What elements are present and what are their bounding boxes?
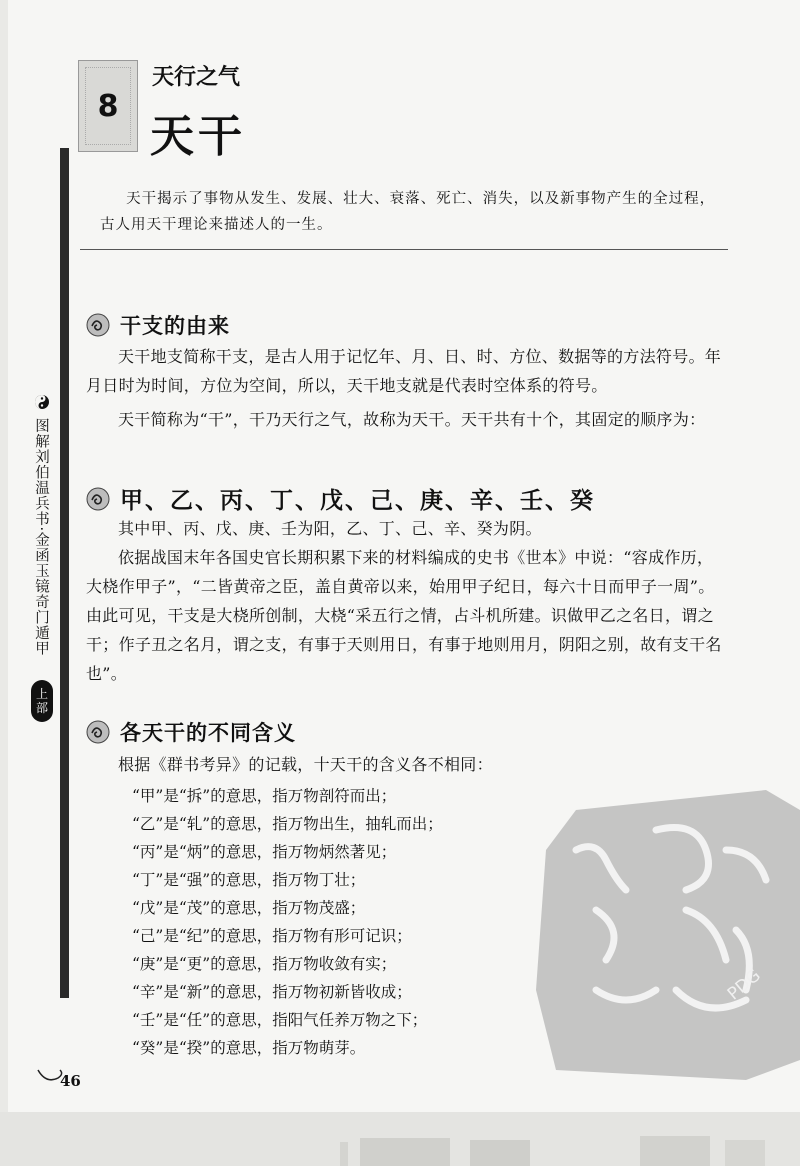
chapter-subtitle: 天行之气	[152, 65, 241, 90]
definition-item: “癸”是“揆”的意思，指万物萌芽。	[132, 1039, 366, 1057]
paragraph: 天干地支简称干支，是古人用于记忆年、月、日、时、方位、数据等的方法符号。年月日时为时间，方位为空间，所以，天干地支就是代表时空体系的符号。	[86, 347, 722, 395]
definition-item: “己”是“纪”的意思，指万物有形可记识；	[132, 927, 412, 945]
book-title-vertical: 图解刘伯温兵书·金函玉镜奇门遁甲	[33, 418, 49, 657]
watermark-text: PDG	[723, 965, 765, 1005]
chapter-number: 8	[97, 88, 119, 124]
chapter-title: 天干	[150, 111, 246, 162]
section-heading	[86, 717, 296, 747]
definition-item: “壬”是“任”的意思，指阳气任养万物之下；	[132, 1011, 428, 1029]
watermark-seal	[536, 790, 800, 1080]
paragraph: 其中甲、丙、戊、庚、壬为阳，乙、丁、己、辛、癸为阴。	[118, 519, 542, 538]
scan-artifact-marks	[340, 1136, 770, 1166]
yin-yang-icon	[34, 394, 50, 410]
definition-item: “乙”是“轧”的意思，指万物出生，抽轧而出；	[132, 815, 443, 833]
page-spine-bar	[60, 148, 69, 998]
volume-badge	[31, 680, 53, 722]
definition-list	[132, 782, 443, 1062]
definition-item: “辛”是“新”的意思，指万物初新皆收成；	[132, 983, 412, 1001]
definition-item: “丁”是“强”的意思，指万物丁壮；	[132, 871, 366, 889]
section-title: 各天干的不同含义	[120, 721, 296, 745]
definition-item: “甲”是“拆”的意思，指万物剖符而出；	[132, 787, 397, 805]
paragraph: 依据战国末年各国史官长期积累下来的材料编成的史书《世本》中说：“容成作历，大桡作甲子”，“二皆黄帝之臣，盖自黄帝以来，始用甲子纪日，每六十日而甲子一周”。由此可见，干支是大桡所创制，大桡“采五行之情，占斗机所建。识做甲乙之名日，谓之干；作子丑之名月，谓之支，有事于天则用日，有事于地则用月，阴阳之别，故有支干名也”。	[86, 548, 722, 683]
definition-item: “戊”是“茂”的意思，指万物茂盛；	[132, 899, 366, 917]
definition-item: “丙”是“炳”的意思，指万物炳然著见；	[132, 843, 397, 861]
section-heading	[86, 310, 230, 340]
definition-item: “庚”是“更”的意思，指万物收敛有实；	[132, 955, 397, 973]
volume-char: 部	[35, 701, 48, 715]
page-edge	[0, 0, 8, 1166]
section-bullet-icon	[86, 720, 110, 744]
chapter-intro: 天干揭示了事物从发生、发展、壮大、衰落、死亡、消失，以及新事物产生的全过程，古人用天干理论来描述人的一生。	[100, 191, 716, 233]
paragraph: 天干简称为“干”，干乃天行之气，故称为天干。天干共有十个，其固定的顺序为：	[118, 410, 706, 429]
intro-divider	[80, 249, 728, 250]
section-title: 甲、乙、丙、丁、戊、己、庚、辛、壬、癸	[120, 488, 595, 514]
section-bullet-icon	[86, 313, 110, 337]
paragraph: 根据《群书考异》的记载，十天干的含义各不相同：	[118, 755, 493, 774]
chapter-number-box	[78, 60, 138, 152]
page-number: 46	[60, 1072, 81, 1090]
section-title: 干支的由来	[120, 314, 230, 338]
volume-char: 上	[35, 687, 48, 701]
section-heading	[86, 482, 595, 515]
section-bullet-icon	[86, 487, 110, 511]
